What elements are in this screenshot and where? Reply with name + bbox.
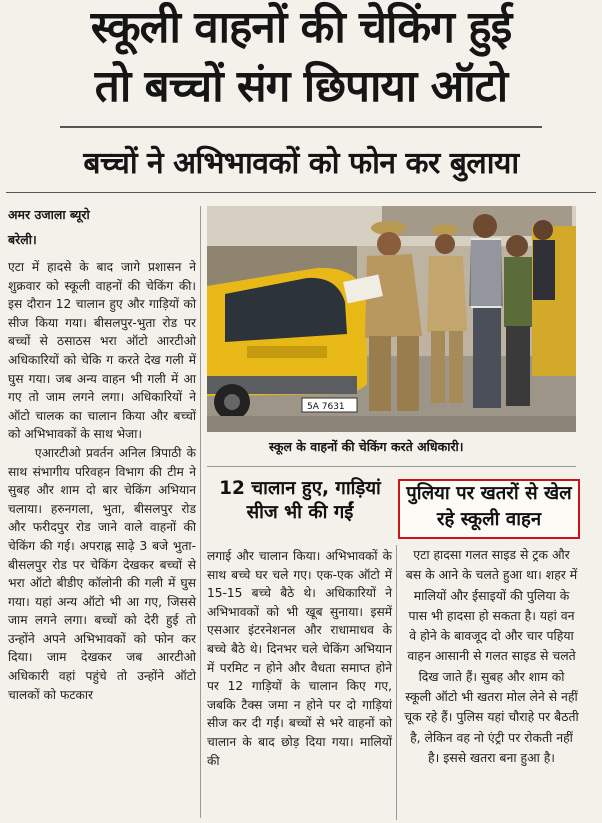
divider: [60, 126, 542, 128]
article-column-1: [8, 258, 196, 704]
paragraph: एआरटीओ प्रवर्तन अनिल त्रिपाठी के साथ संभागीय परिवहन विभाग की टीम ने सुबह और शाम दो बार चेकिंग अभियान चलाया। हरुनगला, भुता, बीसलपुर रोड और फरीदपुर रोड जाने वाले वाहनों की चेकिंग की गई। अपराह्न साढ़े 3 बजे भुता-बीसलपुर रोड पर चेकिंग देखकर बच्चों से भरा ऑटो बीडीए कॉलोनी की गली में घुस गया। यहां अन्य ऑटो भी आ गए, जिससे जाम लगने लगा। बच्चों को देरी हुई तो उन्होंने अपने अभिभावकों को फोन कर दिया। जाम देखकर जब आरटीओ अधिकारी वहां पहुंचे तो उन्होंने ऑटो चालकों को फटकार: [8, 445, 196, 702]
column-divider: [200, 206, 201, 818]
paragraph: एटा में हादसे के बाद जागे प्रशासन ने शुक्रवार को स्कूली वाहनों की चेकिंग की। इस दौरान 12 चालान हुए और गाड़ियों को सीज किया गया। बीसलपुर-भुता रोड पर बच्चों से ठसाठस भरा ऑटो आरटीओ अधिकारियों को चेकि ग करते देख गली में घुस गया। जब अन्य वाहन भी गली में आ गए तो जाम लगने लगा। अधिकारियों ने ऑटो चालक का चालान किया और बच्चों को अभिभावकों के साथ भेजा।: [8, 260, 196, 442]
divider: [6, 192, 596, 193]
photo-illustration: [207, 206, 576, 432]
subheadline: बच्चों ने अभिभावकों को फोन कर बुलाया: [83, 146, 519, 181]
headline-line-2: तो बच्चों संग छिपाया ऑटो: [94, 61, 508, 112]
mid-headline: 12 चालान हुए, गाड़ियां सीज भी की गईं: [219, 478, 381, 523]
headline-line-1: स्कूली वाहनों की चेकिंग हुई: [90, 2, 512, 53]
divider: [207, 466, 576, 467]
byline: अमर उजाला ब्यूरो: [8, 207, 90, 222]
paragraph: लगाई और चालान किया। अभिभावकों के साथ बच्चे घर चले गए। एक-एक ऑटो में 15-15 बच्चे बैठे थे। अधिकारियों ने अभिभावकों को भी खूब सुनाया। इसमें एसआर इंटरनेशनल और राधामाधव के बच्चे बैठे थे। दिनभर चले चेकिंग अभियान में परमिट न होने और वैधता समाप्त होने पर 12 गाड़ियों के चालान किए गए, जबकि टैक्स जमा न होने पर दो गाड़ियां सीज कर दी गईं। बच्चों से भरे वाहनों को चालान के बाद छोड़ दिया गया। मालियों की: [207, 549, 392, 768]
number-plate-text: 5A 7631: [307, 402, 345, 412]
column-divider: [396, 545, 397, 820]
news-photo: [207, 206, 576, 432]
article-column-2: [207, 547, 392, 770]
sidebar-story-text: एटा हादसा गलत साइड से ट्रक और बस के आने के चलते हुआ था। शहर में मालियों और ईसाइयों की पुलिया के पास भी हादसा हो सकता है। यहां वन वे होने के बावजूद दो और चार पहिया वाहन आसानी से गलत साइड से चलते दिख जाते हैं। सुबह और शाम को स्कूली ऑटो भी खतरा मोल लेने से नहीं चूक रहे हैं। पुलिस यहां चौराहे पर बैठती है, लेकिन वह नो एंट्री पर रोकती नहीं है। इससे खतरा बना हुआ है।: [404, 547, 579, 765]
photo-caption: स्कूल के वाहनों की चेकिंग करते अधिकारी।: [269, 439, 464, 454]
sidebar-headline: पुलिया पर खतरों से खेल रहे स्कूली वाहन: [406, 483, 572, 530]
dateline: बरेली।: [8, 232, 37, 247]
